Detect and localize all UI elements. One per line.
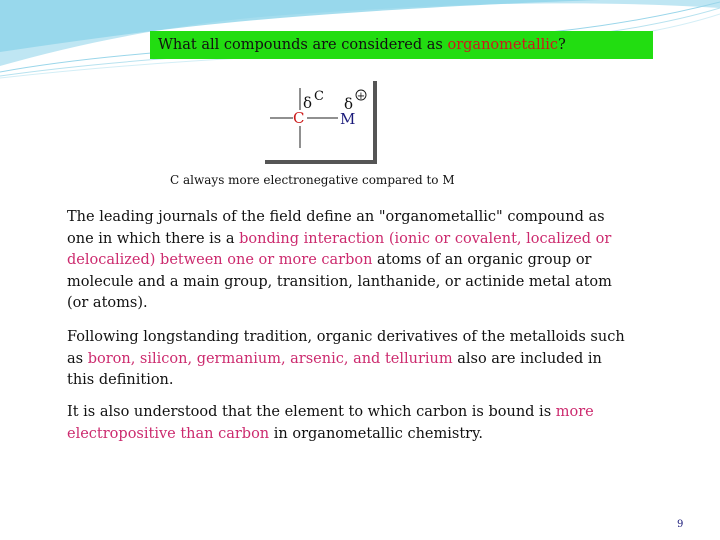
- p3-highlight: more electropositive than carbon: [67, 404, 594, 442]
- p1-text-a: The leading journals of the field define an "organometallic" compound as one in which there is a: [67, 209, 605, 247]
- paragraph-metalloids: [67, 327, 627, 392]
- p3-text-a: It is also understood that the element to which carbon is bound is: [67, 404, 556, 420]
- p1-text-c: atoms of an organic group or molecule and a main group, transition, lanthanide, or actinide metal atom (or atoms).: [67, 252, 612, 312]
- figure-caption: C always more electronegative compared to M: [170, 173, 455, 187]
- figure-shadow-bottom: [265, 160, 377, 164]
- polarity-diagram: [262, 78, 378, 164]
- p2-highlight: boron, silicon, germanium, arsenic, and tellurium: [87, 350, 453, 367]
- delta-plus-symbol: δ: [344, 95, 354, 113]
- atom-metal: M: [340, 110, 356, 128]
- page-number: 9: [677, 519, 684, 530]
- title-prefix: What all compounds are considered as: [158, 37, 448, 53]
- slide-title: [150, 31, 653, 59]
- title-highlight: organometallic: [447, 37, 558, 53]
- partial-charge-c: C: [314, 89, 324, 104]
- delta-minus-symbol: δ: [303, 94, 313, 112]
- atom-carbon: C: [293, 109, 305, 127]
- figure-shadow-right: [373, 81, 377, 164]
- plus-sign: +: [356, 91, 366, 102]
- title-suffix: ?: [557, 37, 566, 53]
- p2-text-c: also are included in this definition.: [67, 350, 602, 389]
- p3-text-c: in organometallic chemistry.: [269, 425, 483, 442]
- p1-highlight: bonding interaction (ionic or covalent, localized or delocalized) between one or more carbon: [67, 230, 612, 269]
- p2-text-a: Following longstanding tradition, organic derivatives of the metalloids such as: [67, 329, 625, 367]
- paragraph-electropositive: [67, 402, 627, 445]
- paragraph-definition: [67, 207, 627, 315]
